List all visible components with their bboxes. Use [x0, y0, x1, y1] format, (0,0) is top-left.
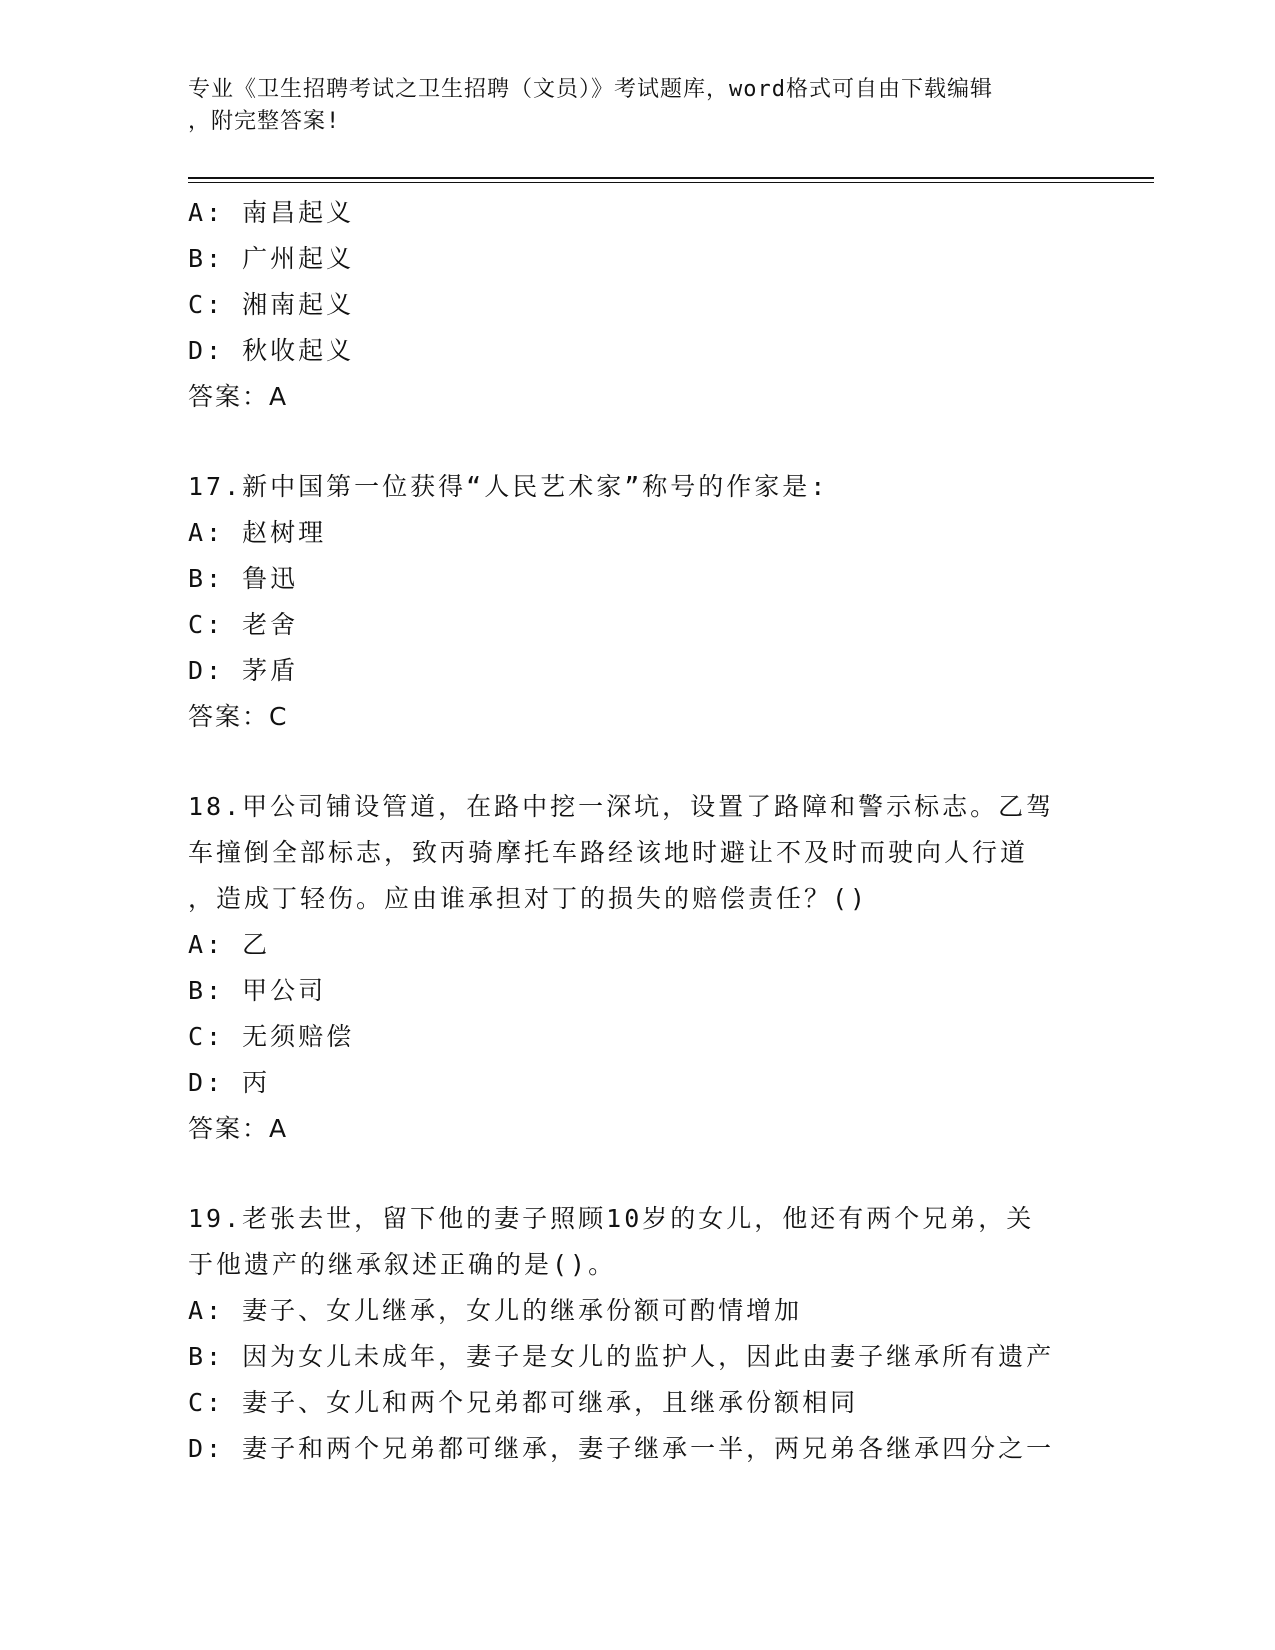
option-c: C: 无须赔偿	[188, 1022, 355, 1051]
question-text-line-3: ，造成丁轻伤。应由谁承担对丁的损失的赔偿责任？()	[188, 884, 869, 913]
question-16	[188, 190, 1088, 420]
question-text-line-1: 18.甲公司铺设管道，在路中挖一深坑，设置了路障和警示标志。乙驾	[188, 792, 1055, 821]
option-b: B: 甲公司	[188, 976, 327, 1005]
option-a: A: 乙	[188, 930, 271, 959]
option-a: A: 南昌起义	[188, 198, 355, 227]
answer: 答案：A	[188, 382, 289, 411]
document-header	[188, 74, 1088, 138]
header-line-2: ，附完整答案!	[188, 109, 341, 134]
spacer	[188, 740, 1088, 784]
option-d: D: 秋收起义	[188, 336, 355, 365]
question-text-line-1: 19.老张去世，留下他的妻子照顾10岁的女儿，他还有两个兄弟，关	[188, 1204, 1035, 1233]
option-b: B: 因为女儿未成年，妻子是女儿的监护人，因此由妻子继承所有遗产	[188, 1342, 1055, 1371]
header-line-1: 专业《卫生招聘考试之卫生招聘（文员）》考试题库，word格式可自由下载编辑	[188, 77, 993, 102]
option-a: A: 妻子、女儿继承，女儿的继承份额可酌情增加	[188, 1296, 803, 1325]
question-text-line-2: 于他遗产的继承叙述正确的是()。	[188, 1250, 617, 1279]
option-b: B: 鲁迅	[188, 564, 299, 593]
question-list	[188, 190, 1088, 1472]
option-c: C: 湘南起义	[188, 290, 355, 319]
question-18	[188, 784, 1088, 1152]
answer: 答案：A	[188, 1114, 289, 1143]
header-rule-thin	[188, 182, 1154, 183]
option-c: C: 妻子、女儿和两个兄弟都可继承，且继承份额相同	[188, 1388, 859, 1417]
question-19	[188, 1196, 1088, 1472]
spacer	[188, 1152, 1088, 1196]
option-a: A: 赵树理	[188, 518, 327, 547]
spacer	[188, 420, 1088, 464]
option-d: D: 丙	[188, 1068, 271, 1097]
question-text-line-2: 车撞倒全部标志，致丙骑摩托车路经该地时避让不及时而驶向人行道	[188, 838, 1029, 867]
question-17	[188, 464, 1088, 740]
option-d: D: 妻子和两个兄弟都可继承，妻子继承一半，两兄弟各继承四分之一	[188, 1434, 1055, 1463]
question-text: 17.新中国第一位获得“人民艺术家”称号的作家是:	[188, 472, 829, 501]
option-b: B: 广州起义	[188, 244, 355, 273]
option-d: D: 茅盾	[188, 656, 299, 685]
answer: 答案：C	[188, 702, 289, 731]
header-rule-thick	[188, 177, 1154, 179]
option-c: C: 老舍	[188, 610, 299, 639]
